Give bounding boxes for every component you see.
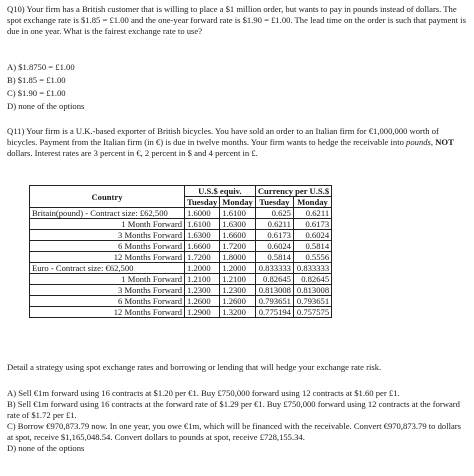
usd-monday: 1.6100: [220, 208, 256, 219]
cur-monday: 0.757575: [293, 307, 331, 318]
usd-tuesday: 1.6000: [185, 208, 220, 219]
q11-option-b[interactable]: B) Sell €1m forward using 16 contracts at the forward rate of $1.29 per €1. Buy £750,000 forward using 12 contracts at the forward rate of $1.72 per £1.: [7, 399, 460, 420]
header-usd-equiv: U.S.$ equiv.: [185, 186, 256, 197]
q10-option-b[interactable]: B) $1.85 = £1.00: [7, 75, 66, 85]
cur-monday: 0.82645: [293, 274, 331, 285]
usd-monday: 1.6300: [220, 219, 256, 230]
usd-tuesday: 1.2100: [185, 274, 220, 285]
question-10-text: Q10) Your firm has a British customer that is willing to place a $1 million order, but wants to pay in pounds instead of dollars. The spot exchange rate is $1.85 = £1.00 and the one-year forward rate is $1.90 = £1.00. The lead time on the order is such that payment is due in one year. What is the fairest exchange rate to use?: [7, 4, 466, 36]
cur-tuesday: 0.833333: [255, 263, 293, 274]
subheader-cur-monday: Monday: [293, 197, 331, 208]
q10-option-a[interactable]: A) $1.8750 = £1.00: [7, 62, 75, 72]
q11-option-c[interactable]: C) Borrow €970,873.79 now. In one year, you owe €1m, which will be financed with the receivable. Convert €970,873.79 to dollars at spot, receive $1,165,048.54. Convert dollars to pounds at spot, receive £728,155.34.: [7, 421, 461, 442]
cur-monday: 0.813008: [293, 285, 331, 296]
table-row: [30, 208, 332, 219]
usd-tuesday: 1.2000: [185, 263, 220, 274]
cur-tuesday: 0.6173: [255, 230, 293, 241]
cur-monday: 0.6024: [293, 230, 331, 241]
q11-option-a[interactable]: A) Sell €1m forward using 16 contracts at $1.20 per €1. Buy £750,000 forward using 12 contracts at $1.60 per £1.: [7, 388, 400, 398]
subheader-usd-tuesday: Tuesday: [185, 197, 220, 208]
q10-option-c[interactable]: C) $1.90 = £1.00: [7, 88, 66, 98]
usd-monday: 1.3200: [220, 307, 256, 318]
table-body: [30, 208, 332, 318]
row-label: 3 Months Forward: [30, 285, 185, 296]
usd-tuesday: 1.7200: [185, 252, 220, 263]
table-row: [30, 219, 332, 230]
q11-option-d[interactable]: D) none of the options: [7, 443, 85, 453]
usd-tuesday: 1.2600: [185, 296, 220, 307]
cur-monday: 0.6211: [293, 208, 331, 219]
detail-text: Detail a strategy using spot exchange rates and borrowing or lending that will hedge your exchange rate risk.: [7, 362, 382, 372]
exchange-rate-table: [29, 185, 332, 318]
cur-tuesday: 0.625: [255, 208, 293, 219]
cur-monday: 0.6173: [293, 219, 331, 230]
cur-monday: 0.5556: [293, 252, 331, 263]
table-row: [30, 274, 332, 285]
question-10-options: [7, 62, 467, 114]
header-currency-per-usd: Currency per U.S.$: [255, 186, 331, 197]
question-11-options: [7, 388, 467, 454]
question-11-text: [7, 126, 467, 159]
cur-monday: 0.793651: [293, 296, 331, 307]
usd-monday: 1.7200: [220, 241, 256, 252]
question-11: [7, 126, 467, 159]
cur-tuesday: 0.82645: [255, 274, 293, 285]
usd-monday: 1.6600: [220, 230, 256, 241]
cur-tuesday: 0.813008: [255, 285, 293, 296]
usd-tuesday: 1.6100: [185, 219, 220, 230]
usd-tuesday: 1.2900: [185, 307, 220, 318]
table-row: [30, 307, 332, 318]
subheader-usd-monday: Monday: [220, 197, 256, 208]
q11-italic-word: pounds: [406, 137, 431, 147]
detail-instruction: [7, 362, 467, 373]
cur-tuesday: 0.6024: [255, 241, 293, 252]
usd-tuesday: 1.2300: [185, 285, 220, 296]
row-label: 6 Months Forward: [30, 241, 185, 252]
cur-tuesday: 0.793651: [255, 296, 293, 307]
q11-text-mid: ,: [430, 137, 436, 147]
cur-tuesday: 0.5814: [255, 252, 293, 263]
cur-tuesday: 0.6211: [255, 219, 293, 230]
usd-tuesday: 1.6600: [185, 241, 220, 252]
usd-monday: 1.2600: [220, 296, 256, 307]
table-row: [30, 263, 332, 274]
row-label: Britain(pound) - Contract size: £62,500: [30, 208, 185, 219]
row-label: Euro - Contract size: €62,500: [30, 263, 185, 274]
usd-monday: 1.2000: [220, 263, 256, 274]
usd-tuesday: 1.6300: [185, 230, 220, 241]
question-10: [7, 4, 467, 37]
row-label: 1 Month Forward: [30, 274, 185, 285]
q11-text-end: dollars. Interest rates are 3 percent in €, 2 percent in $ and 4 percent in £.: [7, 148, 258, 158]
usd-monday: 1.8000: [220, 252, 256, 263]
row-label: 12 Months Forward: [30, 252, 185, 263]
table-row: [30, 252, 332, 263]
usd-monday: 1.2100: [220, 274, 256, 285]
row-label: 1 Month Forward: [30, 219, 185, 230]
table-row: [30, 241, 332, 252]
header-country: Country: [30, 186, 185, 208]
table-row: [30, 230, 332, 241]
cur-tuesday: 0.775194: [255, 307, 293, 318]
table-row: [30, 285, 332, 296]
cur-monday: 0.5814: [293, 241, 331, 252]
row-label: 6 Months Forward: [30, 296, 185, 307]
usd-monday: 1.2300: [220, 285, 256, 296]
cur-monday: 0.833333: [293, 263, 331, 274]
q11-text-start: Q11) Your firm is a U.K.-based exporter of British bicycles. You have sold an order to an Italian firm for €1,000,000 worth of bicycles. Payment from the Italian firm (in €) is due in twelve months. Your firm wants to hedge the receivable into: [7, 126, 439, 147]
row-label: 12 Months Forward: [30, 307, 185, 318]
table-header-row: [30, 186, 332, 197]
q10-option-d[interactable]: D) none of the options: [7, 101, 85, 111]
q11-bold-word: NOT: [435, 137, 454, 147]
row-label: 3 Months Forward: [30, 230, 185, 241]
table-row: [30, 296, 332, 307]
subheader-cur-tuesday: Tuesday: [255, 197, 293, 208]
